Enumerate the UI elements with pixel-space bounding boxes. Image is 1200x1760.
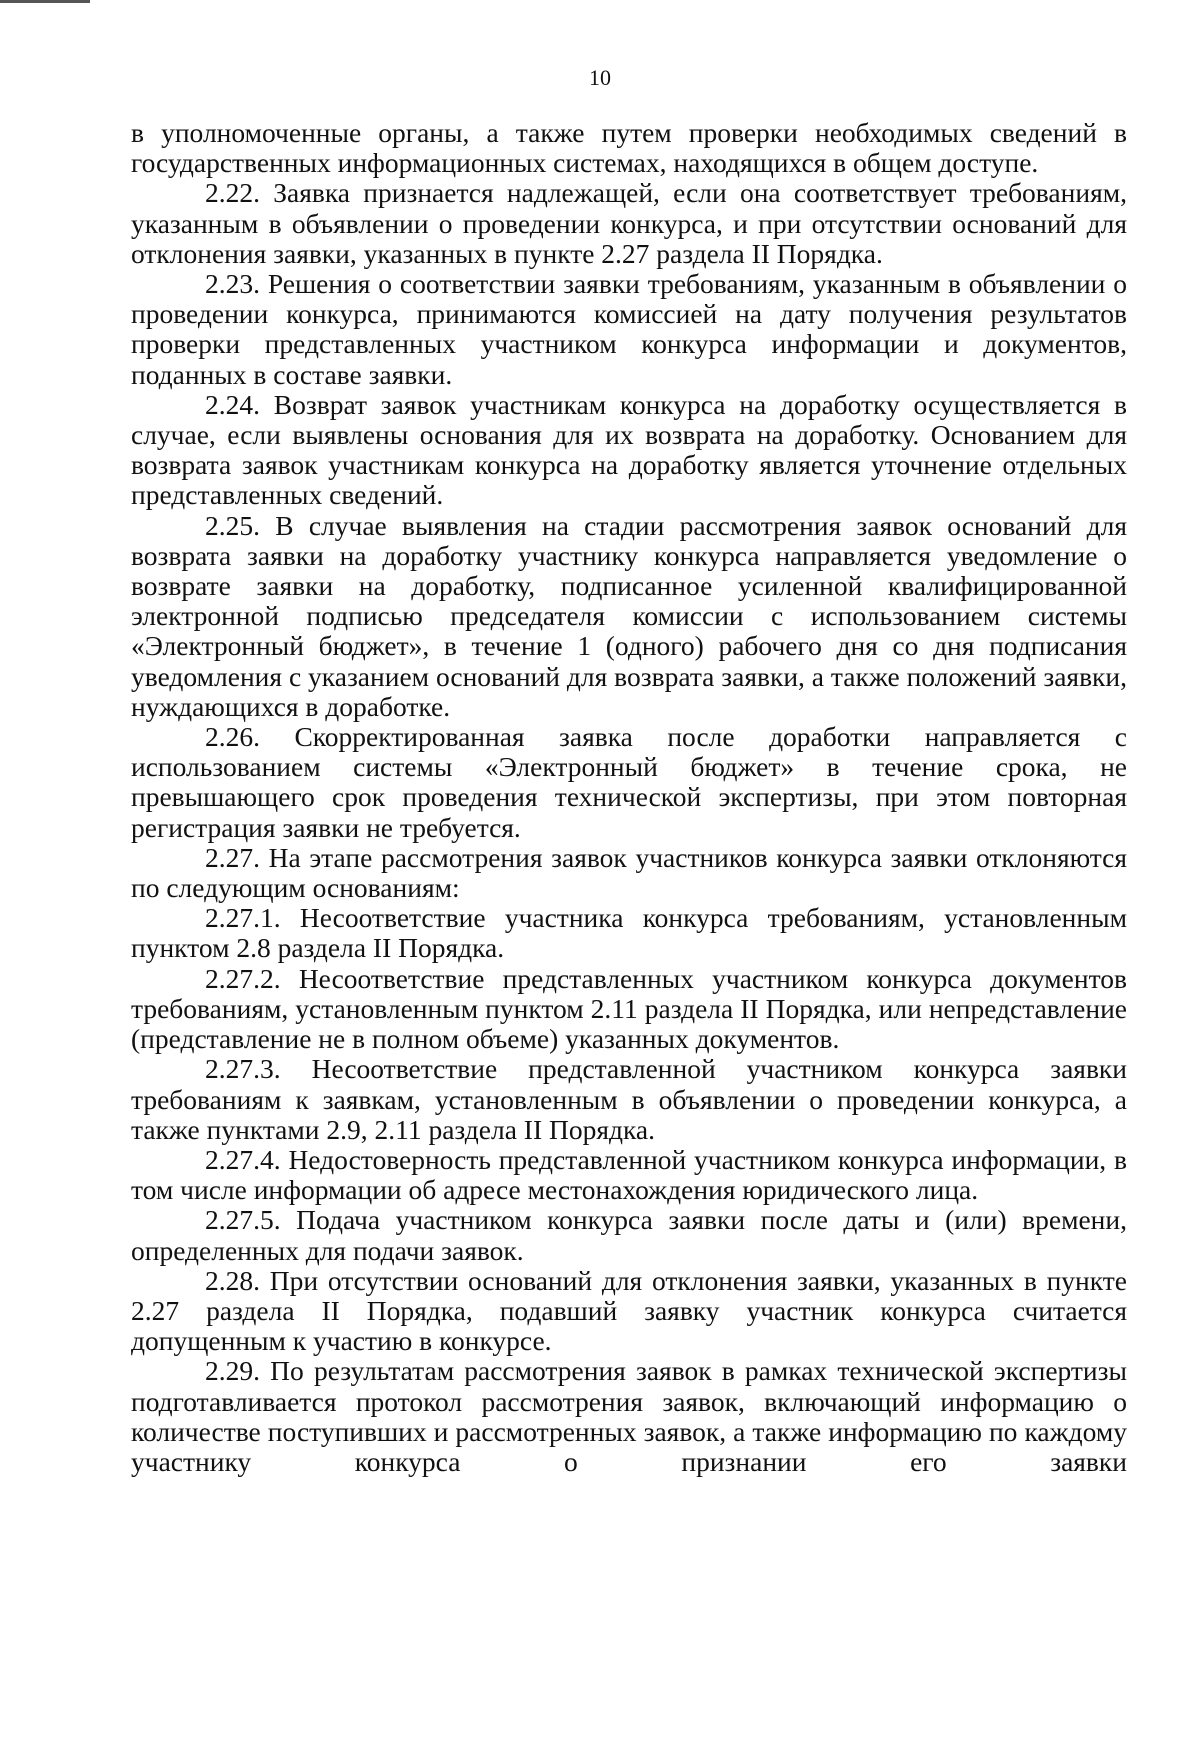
paragraph-continuation: в уполномоченные органы, а также путем проверки необходимых сведений в государственных информационных системах, находящихся в общем доступе. [131, 117, 1127, 179]
body-text [131, 118, 1127, 1477]
paragraph-2-27-1: 2.27.1. Несоответствие участника конкурса требованиям, установленным пунктом 2.8 раздела II Порядка. [131, 902, 1127, 964]
paragraph-2-22: 2.22. Заявка признается надлежащей, если она соответствует требованиям, указанным в объявлении о проведении конкурса, и при отсутствии оснований для отклонения заявки, указанных в пункте 2.27 раздела II Порядка. [131, 177, 1127, 269]
paragraph-2-29: 2.29. По результатам рассмотрения заявок в рамках технической экспертизы подготавливается протокол рассмотрения заявок, включающий информацию о количестве поступивших и рассмотренных заявок, а также информацию по каждому участнику конкурса о признании его заявки [131, 1355, 1127, 1477]
scan-edge-mark [0, 0, 90, 3]
paragraph-2-25: 2.25. В случае выявления на стадии рассмотрения заявок оснований для возврата заявки на доработку участнику конкурса направляется уведомление о возврате заявки на доработку, подписанное усиленной квалифицированной электронной подписью председателя комиссии с использованием системы «Электронный бюджет», в течение 1 (одного) рабочего дня со дня подписания уведомления с указанием оснований для возврата заявки, а также положений заявки, нуждающихся в доработке. [131, 509, 1127, 722]
paragraph-2-27: 2.27. На этапе рассмотрения заявок участников конкурса заявки отклоняются по следующим основаниям: [131, 841, 1127, 904]
paragraph-2-28: 2.28. При отсутствии оснований для отклонения заявки, указанных в пункте 2.27 раздела II Порядка, подавший заявку участник конкурса считается допущенным к участию в конкурсе. [131, 1264, 1127, 1357]
paragraph-2-24: 2.24. Возврат заявок участникам конкурса на доработку осуществляется в случае, если выявлены основания для их возврата на доработку. Основанием для возврата заявок участникам конкурса на доработку является уточнение отдельных представленных сведений. [131, 388, 1127, 511]
paragraph-2-27-2: 2.27.2. Несоответствие представленных участником конкурса документов требованиям, установленным пунктом 2.11 раздела II Порядка, или непредставление (представление не в полном объеме) указанных документов. [131, 962, 1127, 1055]
paragraph-2-27-5: 2.27.5. Подача участником конкурса заявки после даты и (или) времени, определенных для подачи заявок. [131, 1204, 1127, 1266]
paragraph-2-23: 2.23. Решения о соответствии заявки требованиям, указанным в объявлении о проведении конкурса, принимаются комиссией на дату получения результатов проверки представленных участником конкурса информации и документов, поданных в составе заявки. [131, 268, 1127, 390]
page-number: 10 [589, 65, 611, 90]
paragraph-2-27-3: 2.27.3. Несоответствие представленной участником конкурса заявки требованиям к заявкам, установленным в объявлении о проведении конкурса, а также пунктами 2.9, 2.11 раздела II Порядка. [131, 1053, 1127, 1145]
paragraph-2-27-4: 2.27.4. Недостоверность представленной участником конкурса информации, в том числе информации об адресе местонахождения юридического лица. [131, 1143, 1127, 1206]
paragraph-2-26: 2.26. Скорректированная заявка после доработки направляется с использованием системы «Электронный бюджет» в течение срока, не превышающего срок проведения технической экспертизы, при этом повторная регистрация заявки не требуется. [131, 721, 1127, 843]
